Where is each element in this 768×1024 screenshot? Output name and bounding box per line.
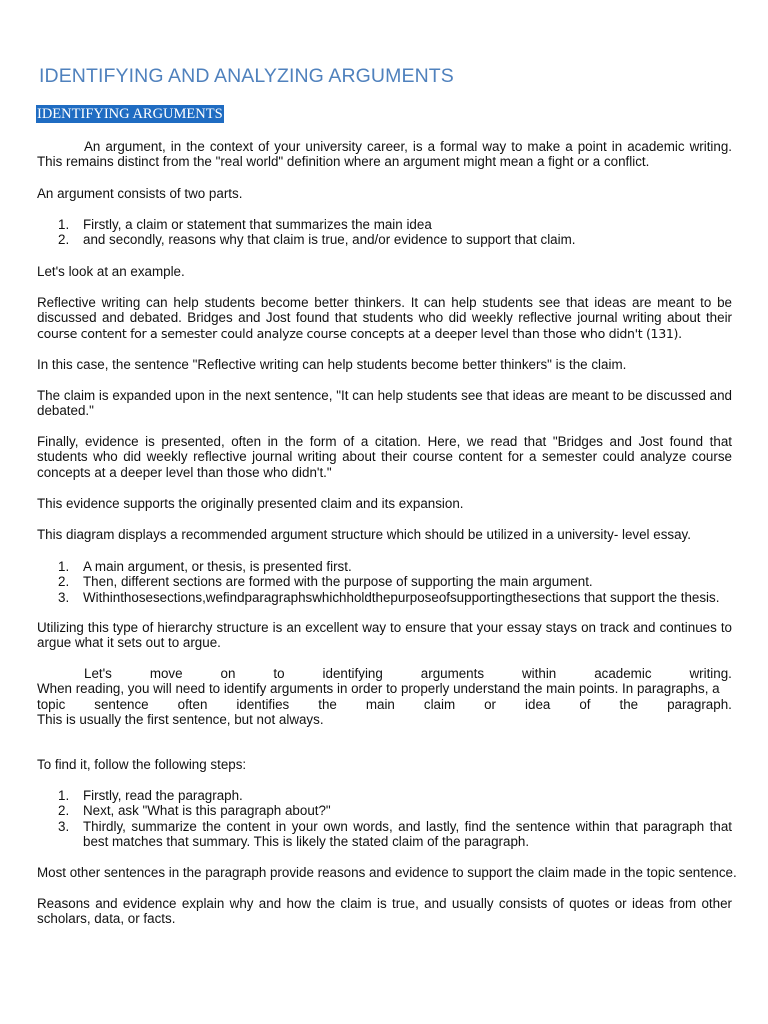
parts-paragraph: An argument consists of two parts. xyxy=(37,186,243,201)
list-item: 3. Withinthosesections,wefindparagraphswhichholdthepurposeofsupportingthesections that support the thesis. xyxy=(58,589,720,605)
list-item: 2. Then, different sections are formed with the purpose of supporting the main argument. xyxy=(58,574,593,590)
evidence-paragraph: Finally, evidence is presented, often in the form of a citation. Here, we read that "Bridges and Jost found that students who did weekly reflective journal writing about their course content for a semester could analyze course concepts at a deeper level than those who didn't." xyxy=(37,434,732,480)
reasons-paragraph: Reasons and evidence explain why and how the claim is true, and usually consists of quotes or ideas from other scholars, data, or facts. xyxy=(37,896,732,927)
supports-paragraph: This evidence supports the originally presented claim and its expansion. xyxy=(37,496,464,511)
diagram-paragraph: This diagram displays a recommended argument structure which should be utilized in a university- level essay. xyxy=(37,527,691,542)
list-item: 1. Firstly, read the paragraph. xyxy=(58,788,243,803)
document-title: IDENTIFYING AND ANALYZING ARGUMENTS xyxy=(39,65,454,87)
example-intro: Let's look at an example. xyxy=(37,264,185,279)
move-line-4: This is usually the first sentence, but not always. xyxy=(37,711,324,727)
example-passage-tail: course content for a semester could analyze course concepts at a deeper level than those who didn't (131). xyxy=(37,325,682,341)
list-item: 1. A main argument, or thesis, is presented first. xyxy=(58,559,352,574)
list-item: 1. Firstly, a claim or statement that summarizes the main idea xyxy=(58,217,432,232)
steps-list xyxy=(37,788,732,849)
section-heading-highlighted: IDENTIFYING ARGUMENTS xyxy=(37,106,223,122)
example-passage-text: Reflective writing can help students become better thinkers. It can help students see that ideas are meant to be discussed and debated. Bridges and Jost found that students who did weekly reflective journal writing about their xyxy=(37,295,732,326)
list-item: 2. Next, ask "What is this paragraph about?" xyxy=(58,803,331,819)
move-line-2: When reading, you will need to identify arguments in order to properly understand the main points. In paragraphs, a xyxy=(37,681,720,697)
structure-list xyxy=(37,559,732,605)
parts-list xyxy=(37,217,732,248)
example-passage xyxy=(37,295,732,341)
move-line-3: topic sentence often identifies the main claim or idea of the paragraph. xyxy=(37,696,732,712)
list-item: 3. Thirdly, summarize the content in your own words, and lastly, find the sentence within that paragraph that best matches that summary. This is likely the stated claim of the paragraph. xyxy=(58,818,732,849)
expanded-paragraph: The claim is expanded upon in the next sentence, "It can help students see that ideas are meant to be discussed and debated." xyxy=(37,388,732,419)
move-line-1: Let's move on to identifying arguments within academic writing. xyxy=(84,666,732,681)
hierarchy-paragraph: Utilizing this type of hierarchy structure is an excellent way to ensure that your essay stays on track and continues to argue what it sets out to argue. xyxy=(37,620,732,651)
list-item: 2. and secondly, reasons why that claim is true, and/or evidence to support that claim. xyxy=(58,232,576,248)
claim-paragraph: In this case, the sentence "Reflective writing can help students become better thinkers" is the claim. xyxy=(37,357,627,372)
intro-paragraph: An argument, in the context of your university career, is a formal way to make a point in academic writing. This remains distinct from the "real world" definition where an argument might mean a fight or a conflict. xyxy=(37,139,732,170)
move-paragraph xyxy=(37,666,732,727)
find-paragraph: To find it, follow the following steps: xyxy=(37,757,247,772)
other-sentences-paragraph: Most other sentences in the paragraph provide reasons and evidence to support the claim made in the topic sentence. xyxy=(37,865,737,880)
